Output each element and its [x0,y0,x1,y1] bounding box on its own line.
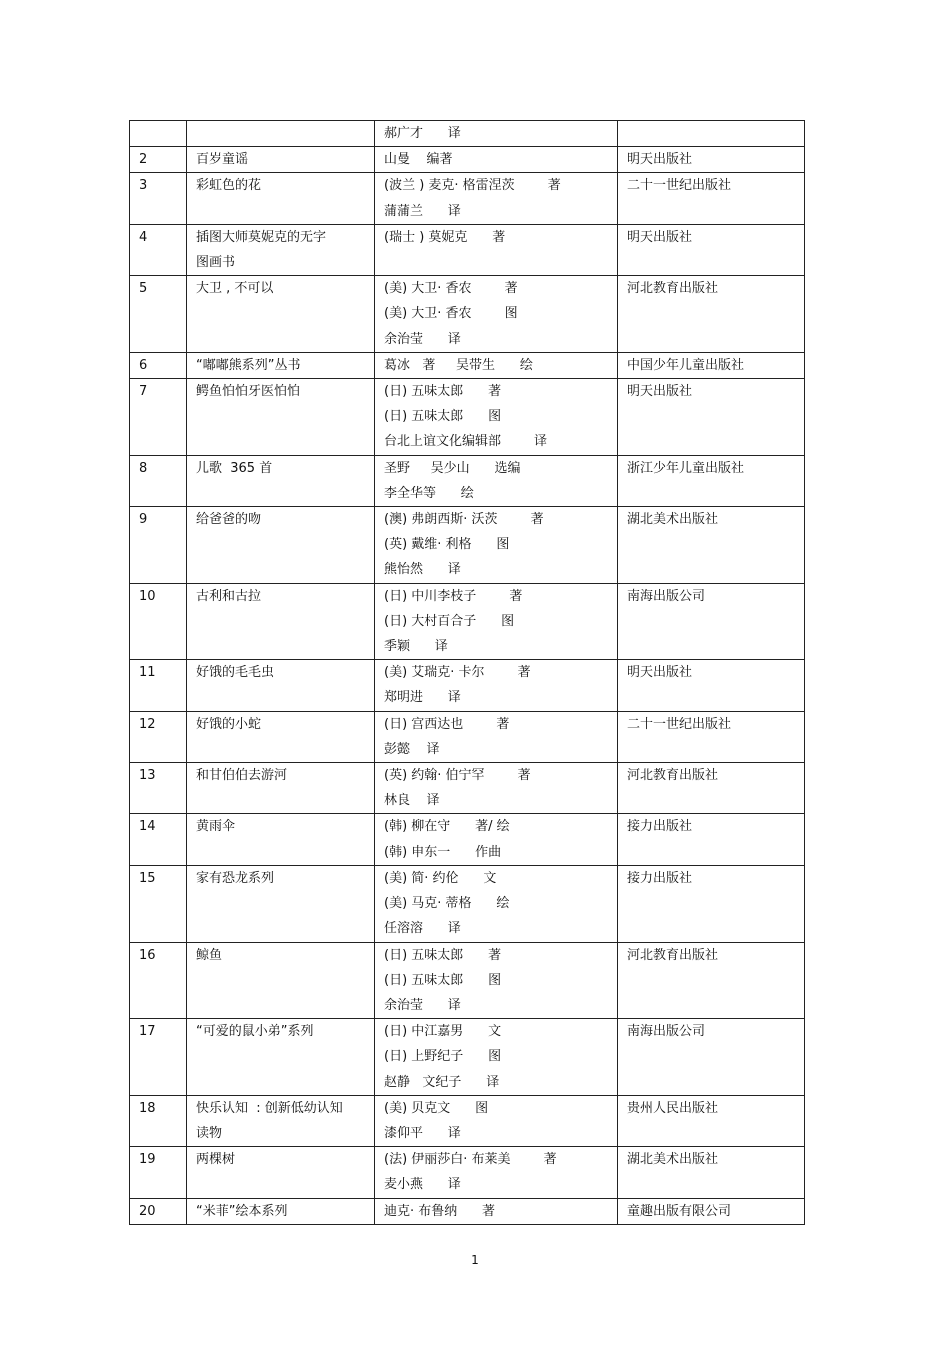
publisher-cell-line: 接力出版社 [627,819,693,835]
author-cell [375,379,618,456]
author-cell-line: 台北上谊文化编辑部 译 [384,434,548,450]
author-cell-line: (美) 马克· 蒂格 绘 [384,896,510,912]
row-number-cell [130,224,187,275]
author-cell-line: 迪克· 布鲁纳 著 [384,1203,496,1219]
author-cell-line: (日) 上野纪子 图 [384,1049,502,1065]
row-number-cell [130,507,187,584]
publisher-cell [618,173,805,224]
publisher-cell-line: 明天出版社 [627,152,693,168]
row-number-cell [130,583,187,660]
title-cell [187,173,375,224]
table-row [130,583,805,660]
publisher-cell [618,379,805,456]
publisher-cell-line: 河北教育出版社 [627,281,719,297]
author-cell-line: (美) 大卫· 香农 图 [384,306,518,322]
author-cell [375,147,618,173]
title-cell [187,865,375,942]
table-row [130,1198,805,1224]
author-cell-line: 漆仰平 译 [384,1125,461,1141]
author-cell [375,763,618,814]
publisher-cell [618,1198,805,1224]
book-list-table [129,120,805,1225]
title-cell-line: 图画书 [196,255,236,271]
author-cell [375,1147,618,1198]
title-cell-line: 读物 [196,1125,223,1141]
author-cell-line: (美) 艾瑞克· 卡尔 著 [384,665,531,681]
table-row [130,276,805,353]
row-number-cell [130,455,187,506]
author-cell-line: (法) 伊丽莎白· 布莱美 著 [384,1152,557,1168]
author-cell [375,814,618,865]
row-number-cell [130,352,187,378]
table-row [130,147,805,173]
title-cell-line: 黄雨伞 [196,819,236,835]
title-cell-line: 家有恐龙系列 [196,870,275,886]
publisher-cell-line: 河北教育出版社 [627,947,719,963]
title-cell-line: 给爸爸的吻 [196,512,262,528]
row-number-cell-line: 15 [139,870,156,886]
publisher-cell-line: 南海出版公司 [627,1024,706,1040]
author-cell-line: 麦小燕 译 [384,1177,461,1193]
author-cell-line: 李全华等 绘 [384,485,474,501]
title-cell-line: 彩虹色的花 [196,178,262,194]
row-number-cell-line: 4 [139,229,148,245]
title-cell [187,147,375,173]
author-cell-line: (日) 五味太郎 著 [384,947,502,963]
row-number-cell [130,276,187,353]
publisher-cell [618,147,805,173]
row-number-cell-line: 16 [139,947,156,963]
row-number-cell [130,173,187,224]
publisher-cell-line: 明天出版社 [627,665,693,681]
author-cell-line: 赵静 文纪子 译 [384,1074,500,1090]
row-number-cell [130,711,187,762]
title-cell [187,455,375,506]
author-cell-line: (美) 贝克文 图 [384,1100,489,1116]
publisher-cell-line: 湖北美术出版社 [627,1152,719,1168]
author-cell [375,583,618,660]
table-body [130,121,805,1225]
title-cell-line: 好饿的小蛇 [196,716,262,732]
row-number-cell-line: 8 [139,460,148,476]
table-row [130,224,805,275]
title-cell [187,379,375,456]
author-cell-line: 郑明进 译 [384,690,461,706]
author-cell [375,276,618,353]
table-row [130,865,805,942]
title-cell [187,1019,375,1096]
author-cell-line: 彭懿 译 [384,741,440,757]
table-row [130,763,805,814]
publisher-cell [618,711,805,762]
publisher-cell [618,507,805,584]
author-cell-line: (日) 宫西达也 著 [384,716,510,732]
title-cell [187,276,375,353]
table-row [130,1095,805,1146]
table-row [130,711,805,762]
author-cell-line: 季颖 译 [384,639,448,655]
row-number-cell-line: 9 [139,512,148,528]
table-row [130,121,805,147]
title-cell [187,121,375,147]
publisher-cell-line: 二十一世纪出版社 [627,178,732,194]
title-cell [187,224,375,275]
publisher-cell [618,660,805,711]
row-number-cell [130,660,187,711]
publisher-cell-line: 明天出版社 [627,384,693,400]
author-cell [375,1095,618,1146]
table-row [130,379,805,456]
row-number-cell-line: 5 [139,281,148,297]
publisher-cell [618,352,805,378]
page-number: 1 [471,1253,479,1267]
publisher-cell [618,1147,805,1198]
author-cell-line: 蒲蒲兰 译 [384,203,461,219]
title-cell-line: 两棵树 [196,1152,236,1168]
author-cell [375,1019,618,1096]
author-cell [375,942,618,1019]
table-row [130,507,805,584]
table-row [130,660,805,711]
title-cell-line: 鲸鱼 [196,947,223,963]
publisher-cell-line: 明天出版社 [627,229,693,245]
publisher-cell [618,276,805,353]
author-cell-line: 圣野 吴少山 选编 [384,460,521,476]
title-cell [187,763,375,814]
title-cell-line: “嘟嘟熊系列”丛书 [196,357,301,373]
publisher-cell [618,121,805,147]
row-number-cell [130,379,187,456]
title-cell-line: 快乐认知 : 创新低幼认知 [196,1100,343,1116]
author-cell-line: (澳) 弗朗西斯· 沃茨 著 [384,512,544,528]
table-row [130,1147,805,1198]
author-cell [375,224,618,275]
publisher-cell-line: 浙江少年儿童出版社 [627,460,745,476]
publisher-cell [618,763,805,814]
title-cell [187,711,375,762]
publisher-cell-line: 湖北美术出版社 [627,512,719,528]
author-cell-line: (美) 大卫· 香农 著 [384,281,518,297]
publisher-cell [618,814,805,865]
author-cell-line: (波兰 ) 麦克· 格雷涅茨 著 [384,178,561,194]
title-cell-line [196,121,374,146]
title-cell [187,352,375,378]
title-cell-line: 好饿的毛毛虫 [196,665,275,681]
author-cell [375,660,618,711]
row-number-cell-line: 6 [139,357,148,373]
table-row [130,173,805,224]
title-cell [187,1198,375,1224]
author-cell-line: 葛冰 著 吴带生 绘 [384,357,533,373]
author-cell [375,865,618,942]
publisher-cell [618,1019,805,1096]
author-cell-line: 林良 译 [384,793,440,809]
author-cell-line: (英) 戴维· 利格 图 [384,537,510,553]
author-cell-line: (瑞士 ) 莫妮克 著 [384,229,506,245]
row-number-cell [130,147,187,173]
publisher-cell-line: 中国少年儿童出版社 [627,357,745,373]
publisher-cell-line: 河北教育出版社 [627,768,719,784]
row-number-cell-line: 19 [139,1152,156,1168]
row-number-cell-line: 18 [139,1100,156,1116]
title-cell-line: 古利和古拉 [196,588,262,604]
publisher-cell-line [627,121,804,146]
title-cell-line: 儿歌 365 首 [196,460,273,476]
title-cell [187,814,375,865]
row-number-cell-line: 2 [139,152,148,168]
row-number-cell-line: 11 [139,665,156,681]
author-cell-line: 山曼 编著 [384,152,453,168]
table-row [130,455,805,506]
publisher-cell [618,455,805,506]
row-number-cell-line: 14 [139,819,156,835]
row-number-cell-line: 20 [139,1203,156,1219]
row-number-cell [130,865,187,942]
author-cell-line: (日) 五味太郎 图 [384,409,502,425]
row-number-cell-line: 17 [139,1024,156,1040]
row-number-cell [130,763,187,814]
author-cell-line: 余治莹 译 [384,997,461,1013]
row-number-cell [130,1198,187,1224]
row-number-cell [130,942,187,1019]
author-cell-line: (日) 中川李枝子 著 [384,588,523,604]
publisher-cell-line: 童趣出版有限公司 [627,1203,732,1219]
row-number-cell-line [139,121,186,146]
author-cell [375,1198,618,1224]
publisher-cell-line: 贵州人民出版社 [627,1100,719,1116]
row-number-cell [130,1147,187,1198]
title-cell-line: “可爱的鼠小弟”系列 [196,1024,314,1040]
author-cell-line: (日) 五味太郎 著 [384,384,502,400]
title-cell [187,507,375,584]
author-cell-line: (日) 大村百合子 图 [384,613,515,629]
row-number-cell [130,1095,187,1146]
row-number-cell-line: 13 [139,768,156,784]
publisher-cell [618,224,805,275]
author-cell-line: (韩) 申东一 作曲 [384,844,502,860]
author-cell-line: 任溶溶 译 [384,921,461,937]
publisher-cell-line: 接力出版社 [627,870,693,886]
table-row [130,942,805,1019]
publisher-cell [618,942,805,1019]
author-cell [375,507,618,584]
title-cell [187,583,375,660]
row-number-cell-line: 10 [139,588,156,604]
author-cell [375,121,618,147]
publisher-cell-line: 二十一世纪出版社 [627,716,732,732]
author-cell [375,711,618,762]
author-cell-line: (日) 中江嘉男 文 [384,1024,502,1040]
author-cell [375,455,618,506]
title-cell-line: 插图大师莫妮克的无字 [196,229,327,245]
author-cell-line: (韩) 柳在守 著/ 绘 [384,819,510,835]
table-row [130,1019,805,1096]
title-cell-line: 百岁童谣 [196,152,249,168]
publisher-cell [618,583,805,660]
publisher-cell [618,865,805,942]
row-number-cell [130,814,187,865]
title-cell-line: “米菲”绘本系列 [196,1203,288,1219]
author-cell-line: (英) 约翰· 伯宁罕 著 [384,768,531,784]
title-cell [187,942,375,1019]
title-cell [187,1095,375,1146]
title-cell-line: 大卫 , 不可以 [196,281,274,297]
title-cell [187,1147,375,1198]
title-cell [187,660,375,711]
author-cell [375,352,618,378]
row-number-cell [130,1019,187,1096]
title-cell-line: 鳄鱼怕怕牙医怕怕 [196,384,301,400]
author-cell-line: 郝广才 译 [384,126,461,141]
author-cell [375,173,618,224]
title-cell-line: 和甘伯伯去游河 [196,768,288,784]
author-cell-line: 余治莹 译 [384,331,461,347]
publisher-cell [618,1095,805,1146]
row-number-cell-line: 12 [139,716,156,732]
author-cell-line: (日) 五味太郎 图 [384,972,502,988]
row-number-cell-line: 7 [139,384,148,400]
row-number-cell-line: 3 [139,178,148,194]
table-row [130,352,805,378]
author-cell-line: (美) 简· 约伦 文 [384,870,497,886]
table-row [130,814,805,865]
author-cell-line: 熊怡然 译 [384,562,461,578]
publisher-cell-line: 南海出版公司 [627,588,706,604]
row-number-cell [130,121,187,147]
